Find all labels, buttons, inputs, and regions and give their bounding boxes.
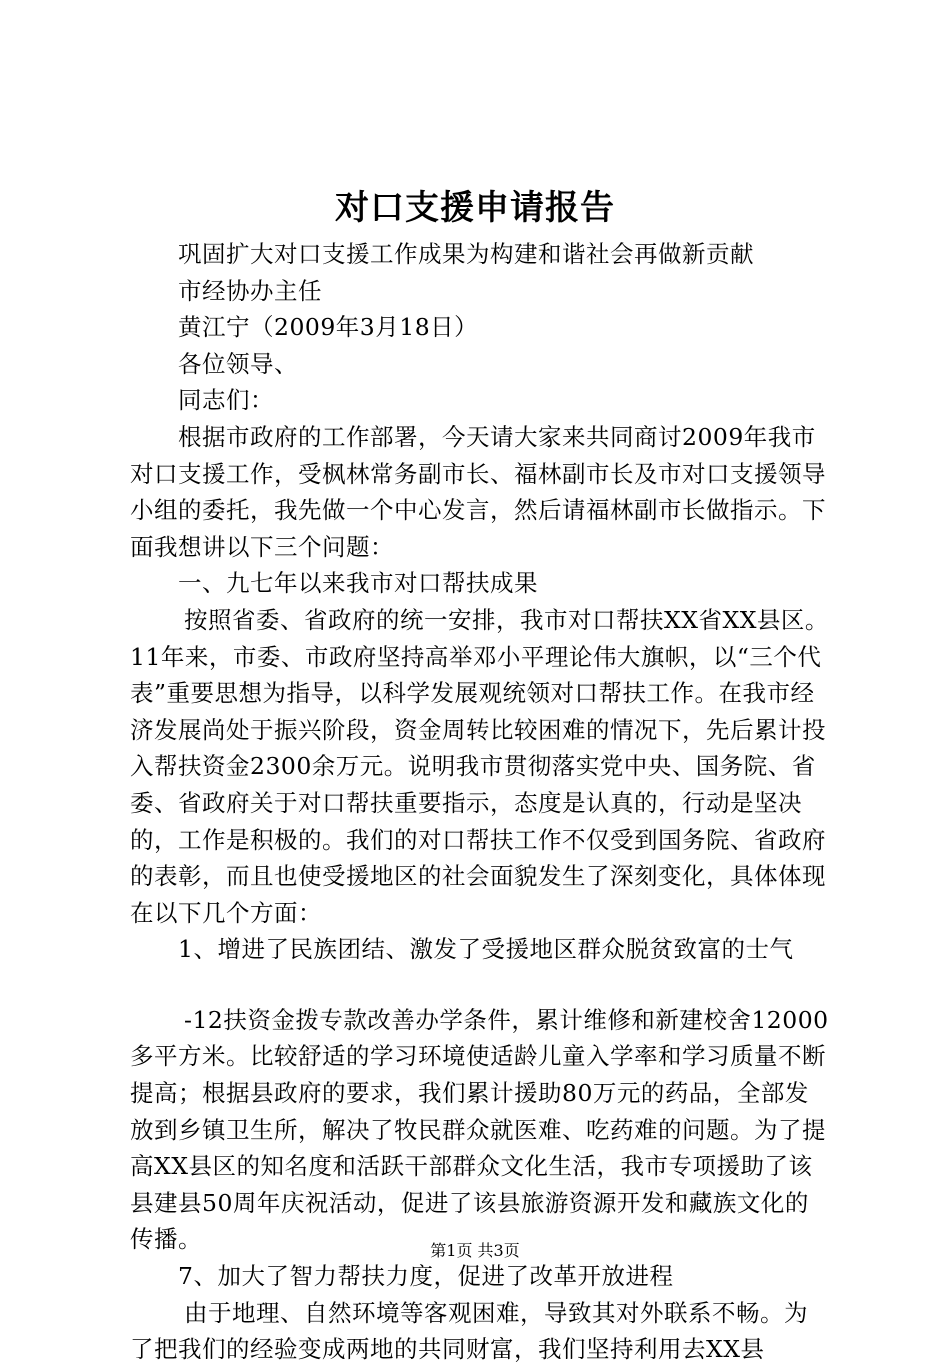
speaker-title: 市经协办主任 [178, 276, 322, 305]
subheading-7: 7、加大了智力帮扶力度，促进了改革开放进程 [178, 1262, 674, 1291]
document-title: 对口支援申请报告 [335, 188, 615, 228]
salutation-comrades: 同志们： [178, 386, 274, 415]
paragraph-gap [130, 968, 830, 1002]
speaker-name-date: 黄江宁（2009年3月18日） [178, 313, 479, 342]
closing-paragraph: 由于地理、自然环境等客观困难，导致其对外联系不畅。为了把我们的经验变成两地的共同财富，我们坚持利用去XX县 [130, 1298, 808, 1364]
subheading-1: 1、增进了民族团结、激发了受援地区群众脱贫致富的士气 [178, 935, 794, 964]
section-heading-1: 一、九七年以来我市对口帮扶成果 [178, 569, 538, 598]
subtitle-paragraph: 巩固扩大对口支援工作成果为构建和谐社会再做新贡献 [178, 240, 754, 268]
salutation-leaders: 各位领导、 [178, 349, 298, 378]
funding-paragraph: -12扶资金拨专款改善办学条件，累计维修和新建校舍12000多平方米。比较舒适的学习环境使适龄儿童入学率和学习质量不断提高；根据县政府的要求，我们累计援助80万元的药品，全部发放到乡镇卫生所，解决了牧民群众就医难、吃药难的问题。为了提高XX县区的知名度和活跃干部群众文化生活，我市专项援助了该县建县50周年庆祝活动，促进了该县旅游资源开发和藏族文化的传播。 [130, 1005, 829, 1254]
document-body [130, 236, 830, 1368]
results-paragraph: 按照省委、省政府的统一安排，我市对口帮扶XX省XX县区。11年来，市委、市政府坚持高举邓小平理论伟大旗帜，以“三个代表”重要思想为指导，以科学发展观统领对口帮扶工作。在我市经济发展尚处于振兴阶段，资金周转比较困难的情况下，先后累计投入帮扶资金2300余万元。说明我市贯彻落实党中央、国务院、省委、省政府关于对口帮扶重要指示，态度是认真的，行动是坚决的，工作是积极的。我们的对口帮扶工作不仅受到国务院、省政府的表彰，而且也使受援地区的社会面貌发生了深刻变化，具体体现在以下几个方面： [130, 605, 829, 927]
page-number-footer: 第1页 共3页 [430, 1241, 520, 1260]
intro-paragraph: 根据市政府的工作部署，今天请大家来共同商讨2009年我市对口支援工作，受枫林常务副市长、福林副市长及市对口支援领导小组的委托，我先做一个中心发言，然后请福林副市长做指示。下面我想讲以下三个问题： [130, 422, 826, 561]
